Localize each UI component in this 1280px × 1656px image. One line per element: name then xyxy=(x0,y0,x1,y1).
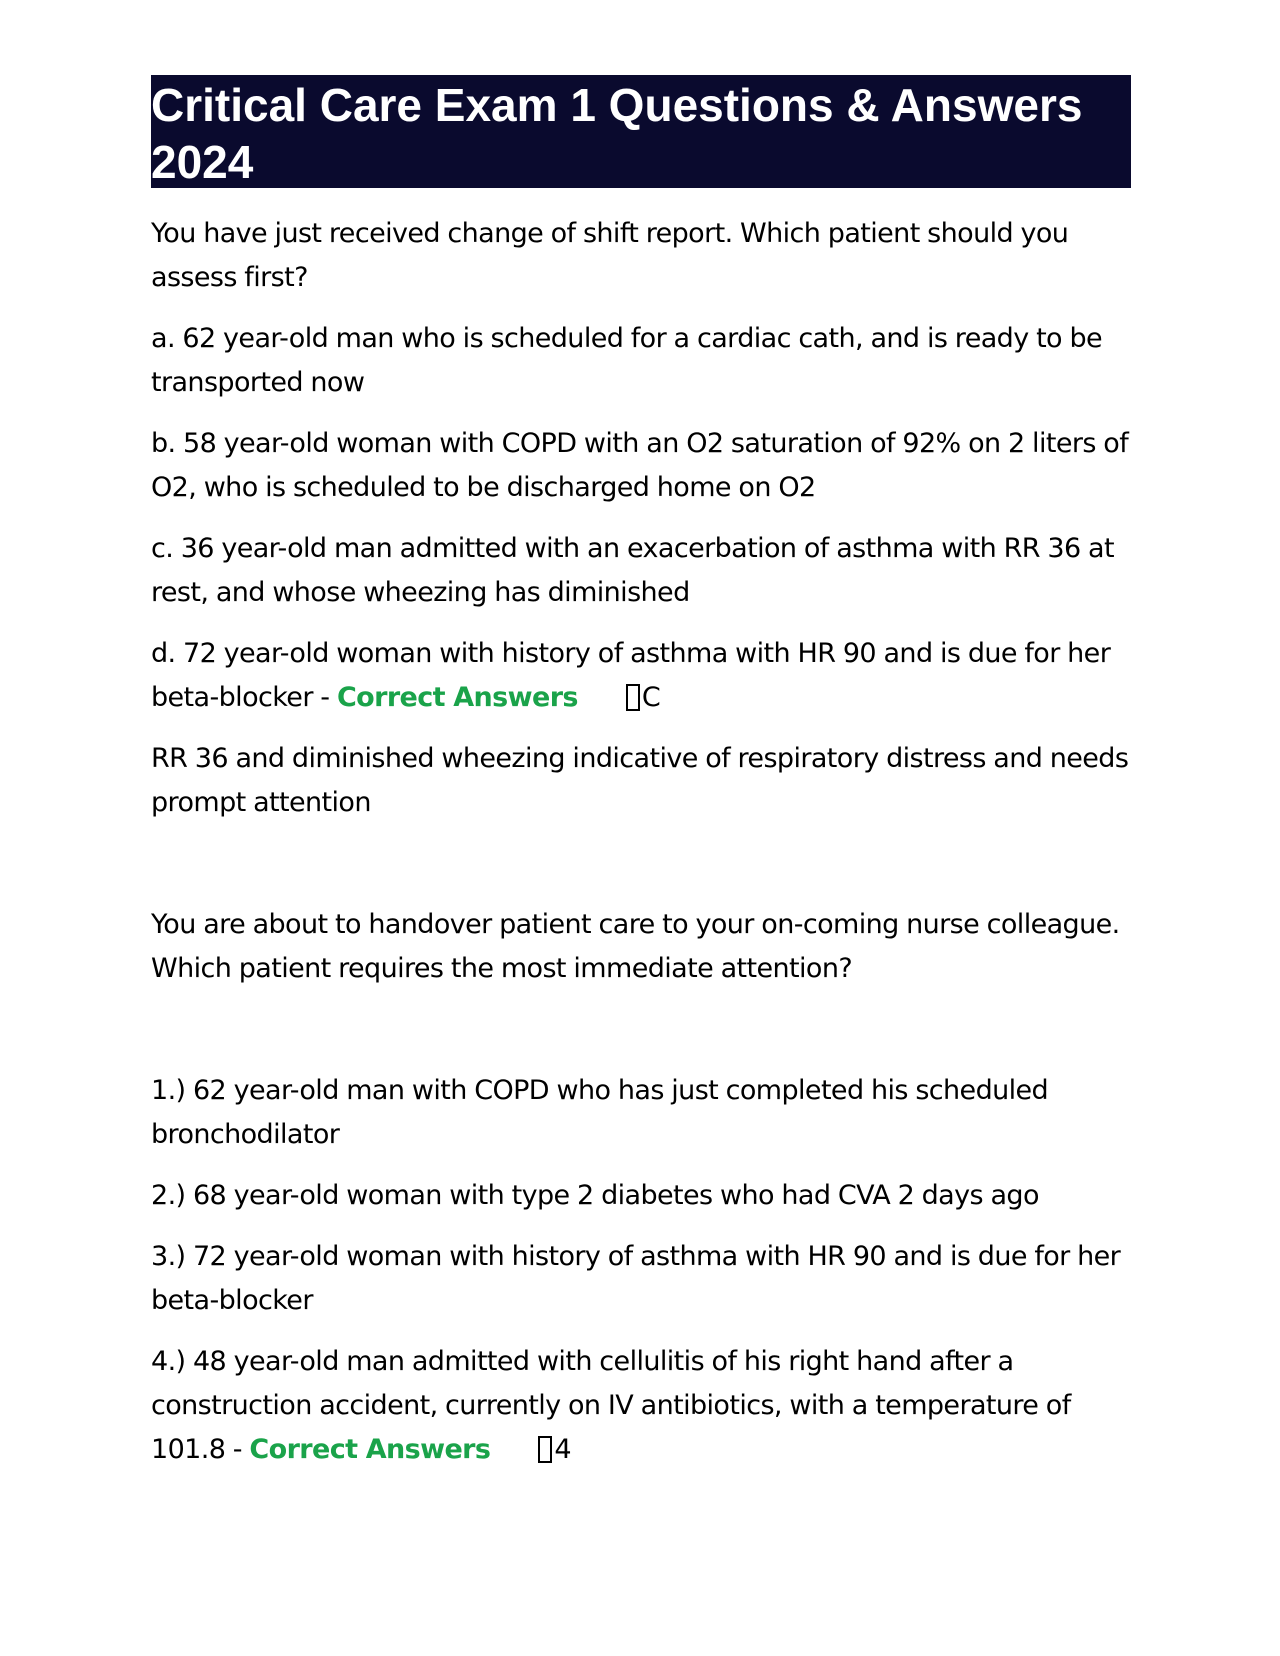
answer-separator: - xyxy=(312,682,337,713)
document-title: Critical Care Exam 1 Questions & Answers 2024 xyxy=(151,75,1131,188)
question-1-option-d: d. 72 year-old woman with history of asthma with HR 90 and is due for her beta-blocker xyxy=(151,638,1111,713)
question-1-option-b: b. 58 year-old woman with COPD with an O2 saturation of 92% on 2 liters of O2, who is scheduled to be discharged home on O2 xyxy=(151,428,1129,503)
question-1-rationale: RR 36 and diminished wheezing indicative of respiratory distress and needs prompt attention xyxy=(151,743,1129,818)
correct-answers-label: Correct Answers xyxy=(249,1434,491,1465)
question-2-stem: You are about to handover patient care to your on-coming nurse colleague. Which patient requires the most immediate attention? xyxy=(151,909,1120,984)
question-2-option-4: 4.) 48 year-old man admitted with cellulitis of his right hand after a construction accident, currently on IV antibiotics, with a temperature of 101.8 xyxy=(151,1346,1071,1465)
question-2-option-2: 2.) 68 year-old woman with type 2 diabetes who had CVA 2 days ago xyxy=(151,1180,1039,1211)
question-1-option-a: a. 62 year-old man who is scheduled for a cardiac cath, and is ready to be transported now xyxy=(151,323,1103,398)
question-1-option-d-line xyxy=(151,632,1131,720)
question-1-answer: C xyxy=(641,682,661,713)
question-2-option-3: 3.) 72 year-old woman with history of asthma with HR 90 and is due for her beta-blocker xyxy=(151,1241,1121,1316)
checkbox-glyph-icon xyxy=(538,1436,552,1463)
checkbox-glyph-icon xyxy=(626,684,640,711)
question-2-answer: 4 xyxy=(554,1434,571,1465)
question-2-option-1: 1.) 62 year-old man with COPD who has just completed his scheduled bronchodilator xyxy=(151,1075,1049,1150)
question-1-option-c: c. 36 year-old man admitted with an exacerbation of asthma with RR 36 at rest, and whose wheezing has diminished xyxy=(151,533,1114,608)
correct-answers-label: Correct Answers xyxy=(336,682,578,713)
answer-separator: - xyxy=(225,1434,250,1465)
document-page xyxy=(151,75,1131,1472)
question-1-stem: You have just received change of shift report. Which patient should you assess first? xyxy=(151,218,1069,293)
question-2-option-4-line xyxy=(151,1340,1131,1472)
